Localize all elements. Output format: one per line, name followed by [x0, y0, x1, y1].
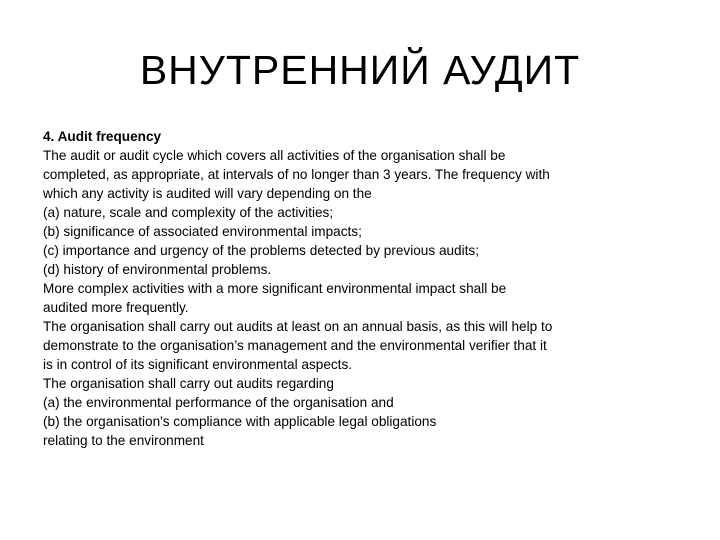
section-heading: 4. Audit frequency	[43, 129, 162, 144]
body-line: (a) the environmental performance of the organisation and	[43, 395, 394, 410]
slide-body	[43, 127, 653, 450]
body-line: which any activity is audited will vary depending on the	[43, 186, 372, 201]
body-line: relating to the environment	[43, 433, 204, 448]
body-line: audited more frequently.	[43, 300, 189, 315]
body-line: (d) history of environmental problems.	[43, 262, 272, 277]
body-line: The audit or audit cycle which covers all activities of the organisation shall be	[43, 148, 506, 163]
body-line: is in control of its significant environmental aspects.	[43, 357, 353, 372]
body-line: (b) the organisation's compliance with applicable legal obligations	[43, 414, 437, 429]
slide-title: ВНУТРЕННИЙ АУДИТ	[139, 47, 581, 93]
body-line: (b) significance of associated environmental impacts;	[43, 224, 362, 239]
body-line: completed, as appropriate, at intervals of no longer than 3 years. The frequency with	[43, 167, 550, 182]
body-line: (c) importance and urgency of the problems detected by previous audits;	[43, 243, 479, 258]
body-line: The organisation shall carry out audits at least on an annual basis, as this will help to	[43, 319, 553, 334]
body-line: The organisation shall carry out audits regarding	[43, 376, 334, 391]
body-line: More complex activities with a more significant environmental impact shall be	[43, 281, 507, 296]
body-line: (a) nature, scale and complexity of the activities;	[43, 205, 334, 220]
body-line: demonstrate to the organisation’s management and the environmental verifier that it	[43, 338, 547, 353]
